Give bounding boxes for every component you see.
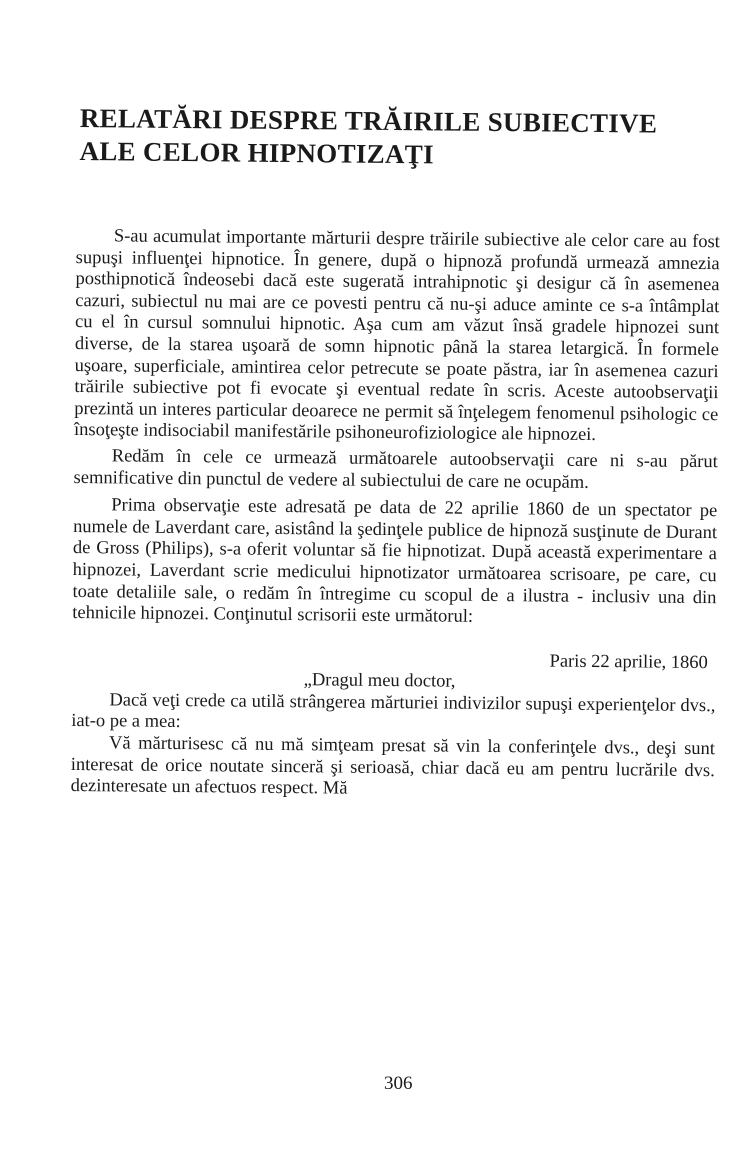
heading-line-1: RELATĂRI DESPRE TRĂIRILE SUBIECTIVE (79, 102, 658, 139)
page-number: 306 (384, 1073, 413, 1094)
paragraph-2: Redăm în cele ce urmează următoarele autoobservaţii care ni s-au părut semnificative din punctul de vedere al subiectului de care ne ocupăm. (73, 446, 718, 493)
chapter-heading (79, 102, 730, 174)
letter-salutation: „Dragul meu doctor, (303, 670, 456, 692)
paragraph-3: Prima observaţie este adresată pe data de 22 aprilie 1860 de un spectator pe numele de Laverdant care, asistând la şedinţele publice de hipnoză susţinute de Durant de Gross (Philips), s-a oferit voluntar să fie hipnotizat. După această experimentare a hipnozei, Laverdant scrie medicului hipnotizator următoarea scrisoare, pe care, cu toate detaliile sale, o redăm în întregime cu scopul de a ilustra - inclusiv una din tehnicile hipnozei. Conţinutul scrisorii este următorul: (72, 495, 718, 627)
letter-date: Paris 22 aprilie, 1860 (549, 651, 708, 673)
heading-line-2: ALE CELOR HIPNOTIZAŢI (79, 135, 435, 170)
paragraph-1: S-au acumulat importante mărturii despre trăirile subiective ale celor care au fost supuşi influenţei hipnotice. În genere, după o hipnoză profundă urmează amnezia posthipnotică îndeosebi dacă este sugerată intrahipnotic şi desigur că în asemenea cazuri, subiectul nu mai are ce povesti pentru că nu-şi aduce aminte ce s-a întâmplat cu el în cursul somnului hipnotic. Aşa cum am văzut însă gradele hipnozei sunt diverse, de la starea uşoară de somn hipnotic până la starea letargică. În formele uşoare, superficiale, amintirea celor petrecute se poate păstra, iar în asemenea cazuri trăirile subiective pot fi evocate şi eventual redate în scris. Aceste autoobservaţii prezintă un interes particular deoarece ne permit să înţelegem fenomenul psihologic ce însoţeşte indisociabil manifestările psihoneurofiziologice ale hipnozei. (73, 226, 720, 446)
letter-paragraph-2: Vă mărturisesc că nu mă simţeam presat să vin la conferinţele dvs., deşi sunt interesat de orice noutate sinceră şi serioasă, chiar dacă eu am pentru lucrările dvs. dezinteresate un afectuos respect. Mă (70, 733, 716, 799)
body-text (71, 226, 720, 804)
letter-paragraph-1: Dacă veţi crede ca utilă strângerea mărturiei indivizilor supuşi experienţelor dvs., iat-o pe a mea: (71, 690, 716, 733)
